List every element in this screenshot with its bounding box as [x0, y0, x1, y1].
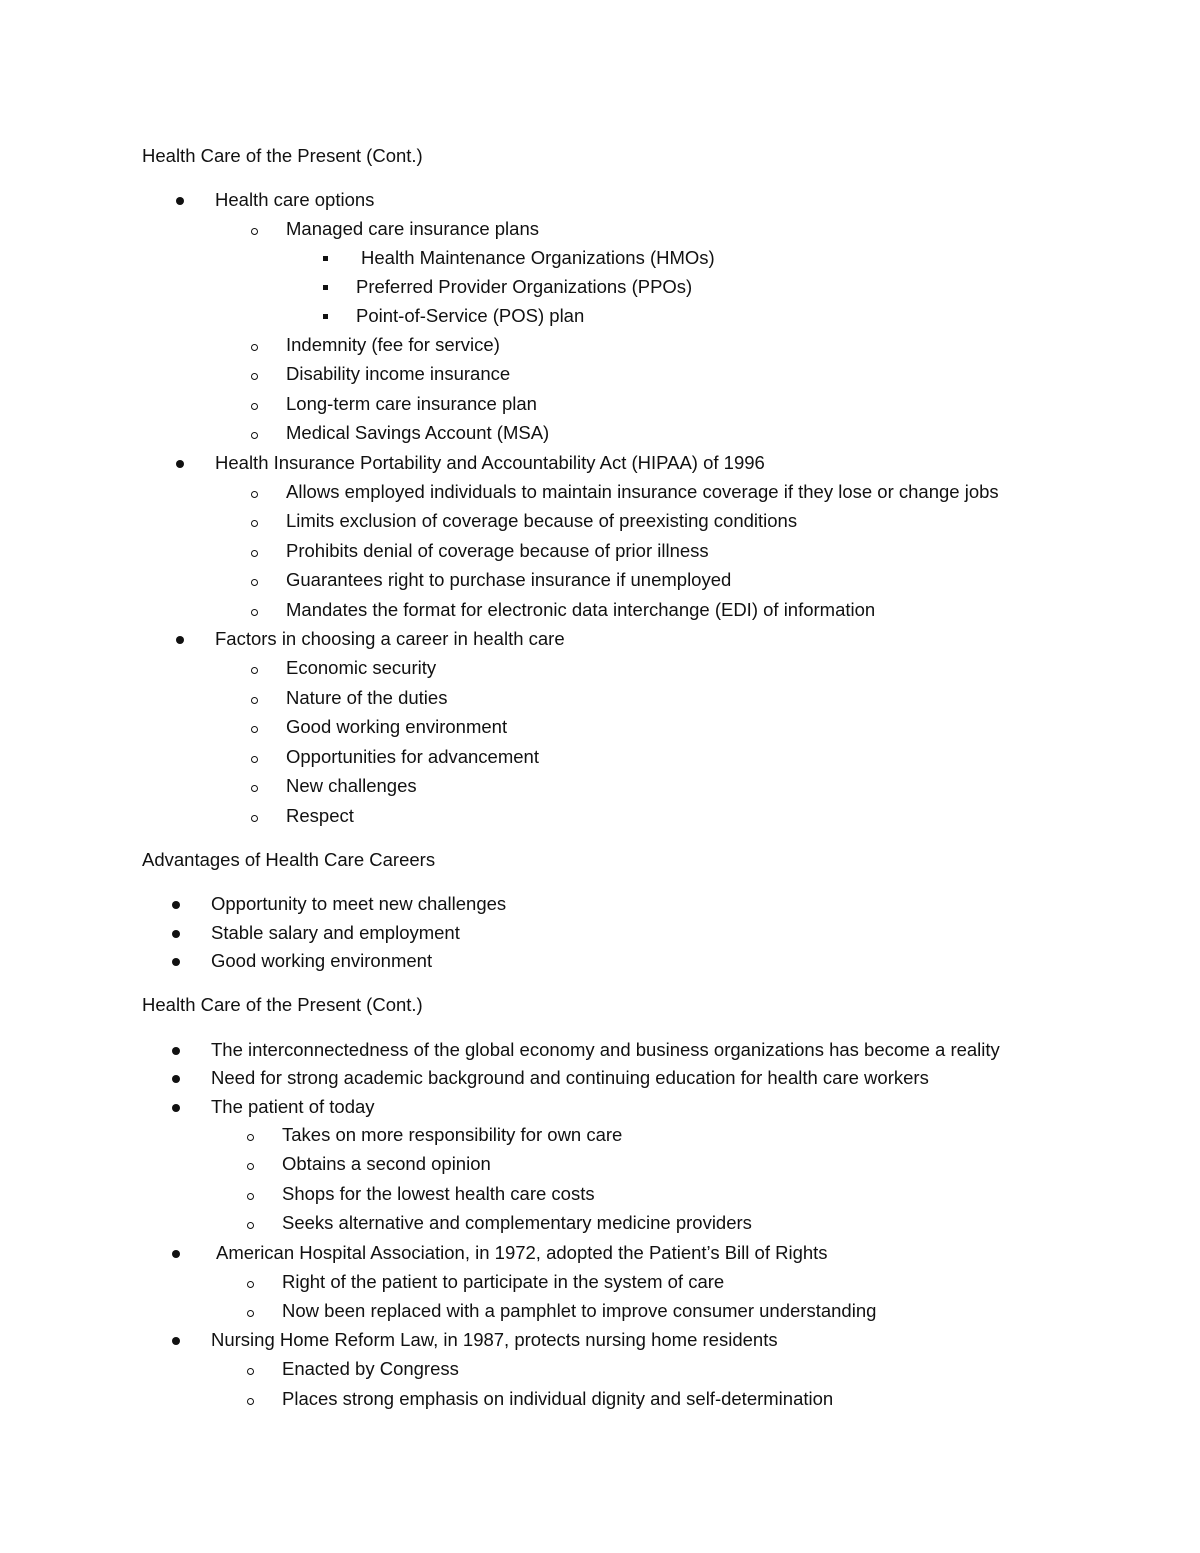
- list-item-text: Health Insurance Portability and Accountability Act (HIPAA) of 1996: [215, 452, 765, 473]
- sub-list-item-text: Nature of the duties: [286, 687, 448, 708]
- sub-sub-list-item-text: Health Maintenance Organizations (HMOs): [361, 247, 715, 268]
- sub-list-item-text: New challenges: [286, 775, 417, 796]
- bullet-circle-icon: [251, 815, 258, 822]
- bullet-circle-icon: [251, 403, 258, 410]
- bullet-circle-icon: [247, 1134, 254, 1141]
- sub-list-item-text: Limits exclusion of coverage because of preexisting conditions: [286, 510, 798, 531]
- bullet-square-icon: [323, 285, 328, 290]
- bullet-circle-icon: [247, 1398, 254, 1405]
- bullet-circle-icon: [251, 550, 258, 557]
- section-heading-text: Health Care of the Present (Cont.): [142, 994, 423, 1015]
- bullet-circle-icon: [251, 373, 258, 380]
- bullet-dot-icon: [172, 1075, 180, 1083]
- bullet-dot-icon: [172, 1337, 180, 1345]
- bullet-dot-icon: [176, 460, 184, 468]
- bullet-dot-icon: [172, 958, 180, 966]
- sub-list-item-text: Places strong emphasis on individual dignity and self-determination: [282, 1388, 834, 1409]
- sub-list-item-text: Seeks alternative and complementary medicine providers: [282, 1212, 752, 1233]
- list-item-text: Opportunity to meet new challenges: [211, 893, 507, 914]
- sub-list-item-text: Prohibits denial of coverage because of prior illness: [286, 540, 709, 561]
- list-item-text: Good working environment: [211, 950, 433, 971]
- bullet-circle-icon: [251, 726, 258, 733]
- sub-list-item-text: Long-term care insurance plan: [286, 393, 537, 414]
- bullet-circle-icon: [251, 785, 258, 792]
- sub-list-item-text: Respect: [286, 805, 354, 826]
- bullet-dot-icon: [172, 1104, 180, 1112]
- bullet-circle-icon: [247, 1368, 254, 1375]
- bullet-dot-icon: [172, 1250, 180, 1258]
- list-item-text: The interconnectedness of the global economy and business organizations has become a reality: [211, 1039, 1000, 1060]
- sub-list-item-text: Economic security: [286, 657, 437, 678]
- list-item-text: Nursing Home Reform Law, in 1987, protects nursing home residents: [211, 1329, 778, 1350]
- bullet-circle-icon: [251, 667, 258, 674]
- sub-list-item-text: Disability income insurance: [286, 363, 511, 384]
- sub-list-item-text: Enacted by Congress: [282, 1358, 459, 1379]
- sub-list-item-text: Managed care insurance plans: [286, 218, 539, 239]
- sub-list-item-text: Mandates the format for electronic data interchange (EDI) of information: [286, 599, 876, 620]
- bullet-circle-icon: [247, 1193, 254, 1200]
- list-item-text: Factors in choosing a career in health care: [215, 628, 565, 649]
- sub-list-item-text: Opportunities for advancement: [286, 746, 539, 767]
- bullet-circle-icon: [251, 756, 258, 763]
- sub-list-item-text: Indemnity (fee for service): [286, 334, 500, 355]
- sub-list-item-text: Guarantees right to purchase insurance if unemployed: [286, 569, 732, 590]
- bullet-circle-icon: [251, 432, 258, 439]
- section-heading-text: Advantages of Health Care Careers: [142, 849, 436, 870]
- sub-list-item-text: Medical Savings Account (MSA): [286, 422, 550, 443]
- sub-list-item-text: Shops for the lowest health care costs: [282, 1183, 595, 1204]
- bullet-circle-icon: [251, 697, 258, 704]
- bullet-circle-icon: [251, 609, 258, 616]
- bullet-circle-icon: [251, 579, 258, 586]
- bullet-circle-icon: [247, 1163, 254, 1170]
- section-heading-text: Health Care of the Present (Cont.): [142, 145, 423, 166]
- list-item-text: Need for strong academic background and continuing education for health care workers: [211, 1067, 929, 1088]
- bullet-circle-icon: [247, 1310, 254, 1317]
- list-item-text: American Hospital Association, in 1972, adopted the Patient’s Bill of Rights: [216, 1242, 828, 1263]
- bullet-circle-icon: [251, 520, 258, 527]
- bullet-square-icon: [323, 314, 328, 319]
- list-item-text: Health care options: [215, 189, 375, 210]
- bullet-dot-icon: [176, 636, 184, 644]
- bullet-dot-icon: [172, 901, 180, 909]
- bullet-dot-icon: [176, 197, 184, 205]
- sub-sub-list-item-text: Point-of-Service (POS) plan: [356, 305, 585, 326]
- sub-list-item-text: Takes on more responsibility for own care: [282, 1124, 623, 1145]
- sub-list-item-text: Good working environment: [286, 716, 508, 737]
- sub-sub-list-item-text: Preferred Provider Organizations (PPOs): [356, 276, 693, 297]
- bullet-dot-icon: [172, 1047, 180, 1055]
- sub-list-item-text: Allows employed individuals to maintain insurance coverage if they lose or change jobs: [286, 481, 999, 502]
- sub-list-item-text: Now been replaced with a pamphlet to improve consumer understanding: [282, 1300, 877, 1321]
- bullet-circle-icon: [247, 1281, 254, 1288]
- list-item-text: The patient of today: [211, 1096, 375, 1117]
- bullet-circle-icon: [247, 1222, 254, 1229]
- bullet-circle-icon: [251, 228, 258, 235]
- bullet-dot-icon: [172, 930, 180, 938]
- bullet-circle-icon: [251, 491, 258, 498]
- bullet-circle-icon: [251, 344, 258, 351]
- sub-list-item-text: Obtains a second opinion: [282, 1153, 491, 1174]
- list-item-text: Stable salary and employment: [211, 922, 460, 943]
- sub-list-item-text: Right of the patient to participate in the system of care: [282, 1271, 725, 1292]
- bullet-square-icon: [323, 256, 328, 261]
